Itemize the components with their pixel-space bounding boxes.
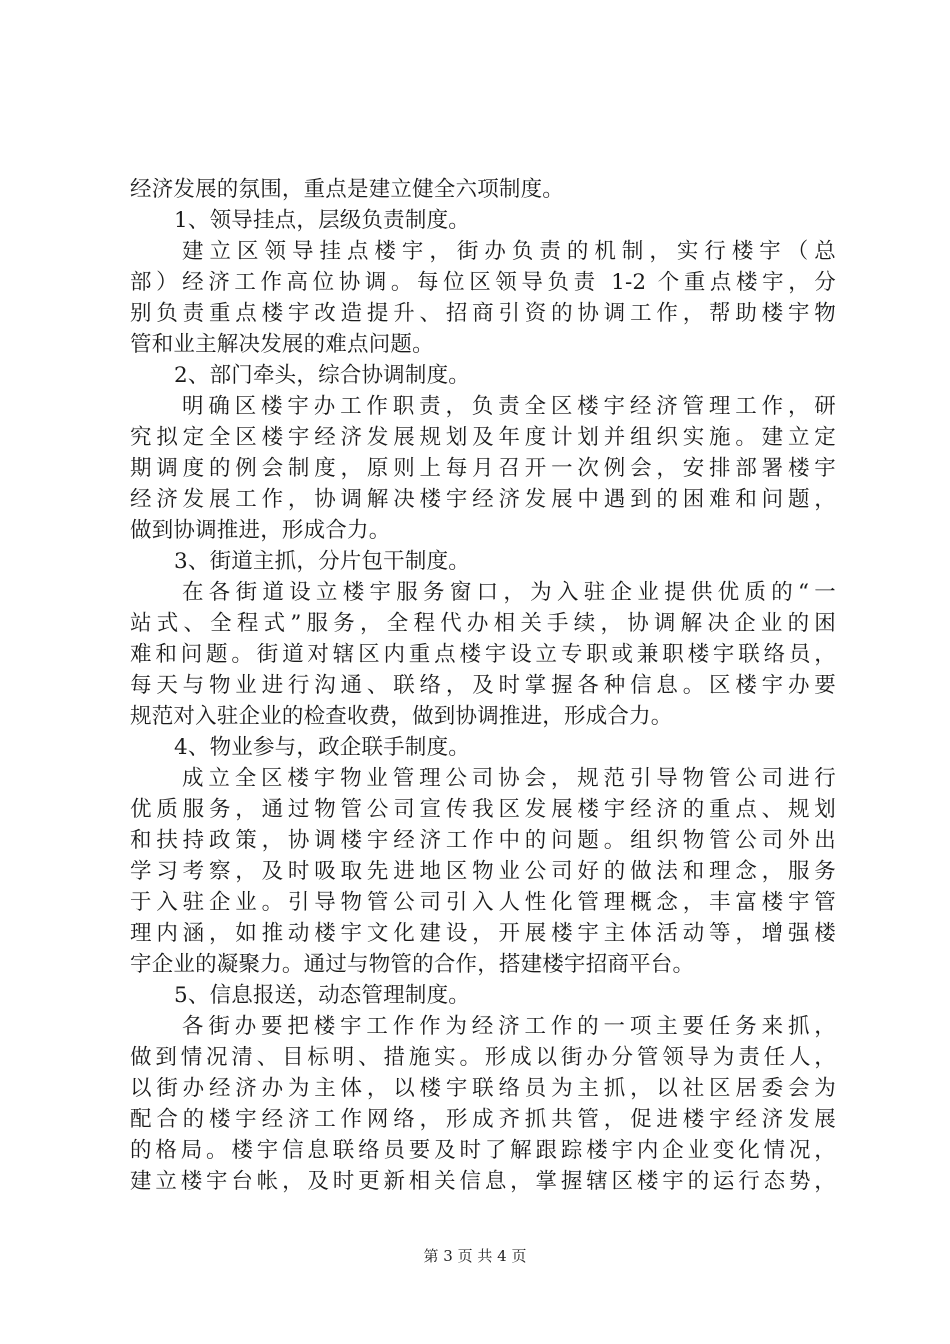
paragraph-line: 成立全区楼宇物业管理公司协会，规范引导物管公司进行	[182, 766, 836, 791]
paragraph-line: 每天与物业进行沟通、联络，及时掌握各种信息。区楼宇办要	[130, 673, 836, 698]
paragraph-line: 别负责重点楼宇改造提升、招商引资的协调工作，帮助楼宇物	[130, 301, 836, 326]
paragraph-line: 做到情况清、目标明、措施实。形成以街办分管领导为责任人，	[130, 1045, 836, 1070]
paragraph-line: 和扶持政策，协调楼宇经济工作中的问题。组织物管公司外出	[130, 828, 836, 853]
paragraph-line: 明确区楼宇办工作职责，负责全区楼宇经济管理工作，研	[182, 394, 836, 419]
paragraph-line: 的格局。楼宇信息联络员要及时了解跟踪楼宇内企业变化情况，	[130, 1138, 836, 1163]
paragraph-line: 建立区领导挂点楼宇，街办负责的机制，实行楼宇（总	[182, 239, 836, 264]
paragraph-line: 规范对入驻企业的检查收费，做到协调推进，形成合力。	[130, 704, 673, 729]
paragraph-line: 部）经济工作高位协调。每位区领导负责 1-2 个重点楼宇，分	[130, 270, 836, 295]
paragraph-line: 理内涵，如推动楼宇文化建设，开展楼宇主体活动等，增强楼	[130, 921, 836, 946]
paragraph-line: 宇企业的凝聚力。通过与物管的合作，搭建楼宇招商平台。	[130, 952, 695, 977]
paragraph-line: 配合的楼宇经济工作网络，形成齐抓共管，促进楼宇经济发展	[130, 1107, 836, 1132]
paragraph-line: 经济发展工作，协调解决楼宇经济发展中遇到的困难和问题，	[130, 487, 836, 512]
section-heading: 2、部门牵头，综合协调制度。	[174, 363, 470, 388]
section-heading: 1、领导挂点，层级负责制度。	[174, 208, 470, 233]
paragraph-line: 建立楼宇台帐，及时更新相关信息，掌握辖区楼宇的运行态势，	[130, 1169, 836, 1194]
document-body	[130, 174, 836, 1197]
section-heading: 4、物业参与，政企联手制度。	[174, 735, 470, 760]
paragraph-line: 学习考察，及时吸取先进地区物业公司好的做法和理念，服务	[130, 859, 836, 884]
paragraph-line: 优质服务，通过物管公司宣传我区发展楼宇经济的重点、规划	[130, 797, 836, 822]
paragraph-line: 在各街道设立楼宇服务窗口，为入驻企业提供优质的“一	[182, 580, 836, 605]
section-heading: 3、街道主抓，分片包干制度。	[174, 549, 470, 574]
paragraph-line: 经济发展的氛围，重点是建立健全六项制度。	[130, 177, 565, 202]
paragraph-line: 做到协调推进，形成合力。	[130, 518, 391, 543]
page-footer: 第 3 页 共 4 页	[423, 1247, 527, 1265]
paragraph-line: 难和问题。街道对辖区内重点楼宇设立专职或兼职楼宇联络员，	[130, 642, 836, 667]
paragraph-line: 站式、全程式”服务，全程代办相关手续，协调解决企业的困	[130, 611, 836, 636]
paragraph-line: 以街办经济办为主体，以楼宇联络员为主抓，以社区居委会为	[130, 1076, 836, 1101]
paragraph-line: 各街办要把楼宇工作作为经济工作的一项主要任务来抓，	[182, 1014, 836, 1039]
paragraph-line: 期调度的例会制度，原则上每月召开一次例会，安排部署楼宇	[130, 456, 836, 481]
section-heading: 5、信息报送，动态管理制度。	[174, 983, 470, 1008]
paragraph-line: 管和业主解决发展的难点问题。	[130, 332, 434, 357]
paragraph-line: 于入驻企业。引导物管公司引入人性化管理概念，丰富楼宇管	[130, 890, 836, 915]
paragraph-line: 究拟定全区楼宇经济发展规划及年度计划并组织实施。建立定	[130, 425, 836, 450]
